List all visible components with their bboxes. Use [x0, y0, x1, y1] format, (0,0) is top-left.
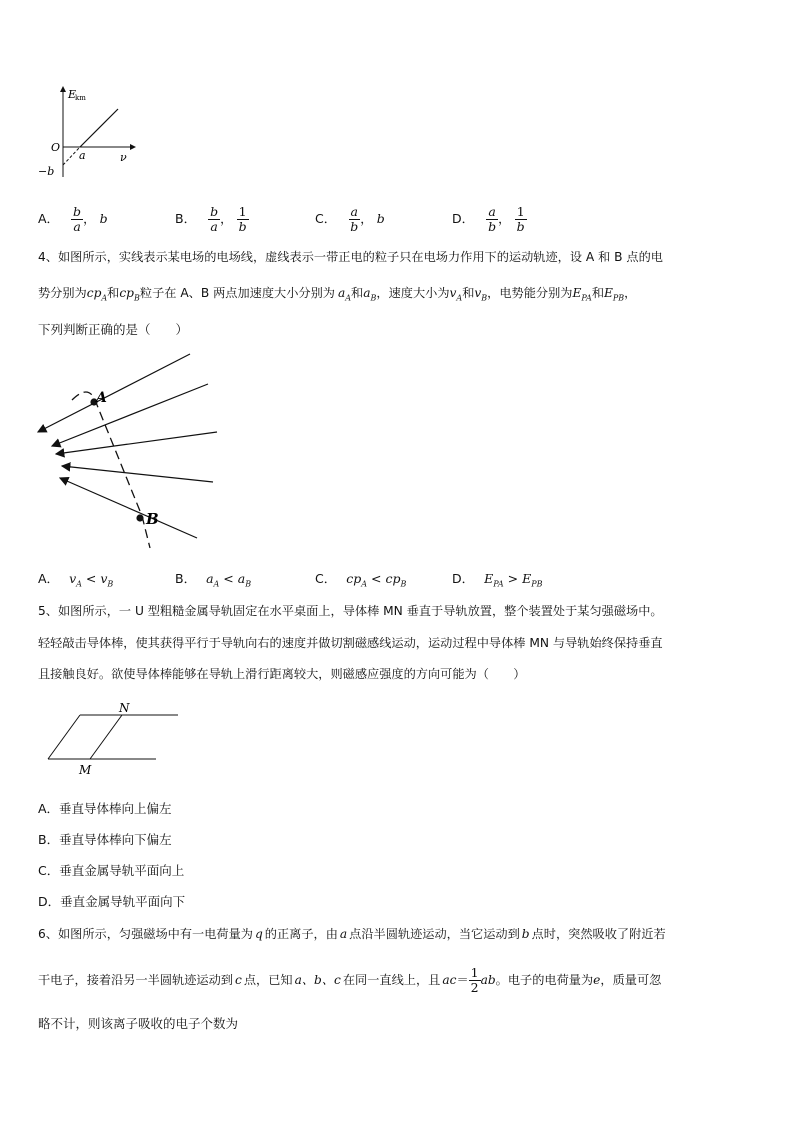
q5-stem-line3: 且接触良好。欲使导体棒能够在导轨上滑行距离较大，则磁感应强度的方向可能为（ ） [38, 667, 526, 681]
ekm-graph [30, 85, 150, 185]
rail-figure [40, 700, 190, 780]
field-line-1 [38, 354, 190, 432]
q5-stem-line1: 5、如图所示，一 U 型粗糙金属导轨固定在水平桌面上，导体棒 MN 垂直于导轨放置，整个装置处于某匀强磁场中。 [38, 604, 663, 618]
q4-option-a: A． $v_A < v_B$ [38, 571, 114, 589]
q4-option-b: B． $a_A < a_B$ [175, 571, 252, 589]
x-axis-label: ν [120, 151, 127, 164]
field-line-4 [62, 466, 213, 482]
q5-option-b: B．垂直导体棒向下偏左 [38, 832, 172, 847]
q4-stem-line3: 下列判断正确的是（ ） [38, 322, 189, 337]
q3-option-d: D． $\frac{a}{b}$ ， $\frac{1}{b}$ [452, 204, 525, 234]
intercept-b: −b [38, 165, 55, 178]
q5-option-a: A．垂直导体棒向上偏左 [38, 801, 172, 816]
y-axis-sub: km [75, 94, 86, 102]
rail-connector [48, 715, 80, 759]
q5-stem-line2: 轻轻敲击导体棒，使其获得平行于导轨向右的速度并做切割磁感线运动，运动过程中导体棒 MN 与导轨始终保持垂直 [38, 636, 663, 650]
particle-trajectory [72, 392, 150, 548]
q6-stem-line3: 略不计，则该离子吸收的电子个数为 [38, 1016, 239, 1031]
q6-stem-line1: 6、如图所示，匀强磁场中有一电荷量为 q 的正离子，由 a 点沿半圆轨迹运动，当它运动到 b 点时，突然吸收了附近若 [38, 927, 666, 941]
q5-option-c: C．垂直金属导轨平面向上 [38, 863, 185, 878]
q4-option-c: C． $cp_A < cp_B$ [315, 571, 407, 589]
q4-stem-line2: 势分别为$cp_A$和$cp_B$粒子在 A、B 两点加速度大小分别为 $a_A$和$a_B$，速度大小为$v_A$和$v_B$，电势能分别为$E_{PA}$和$E_{PB}$， [38, 286, 637, 303]
q3-option-b: B． $\frac{b}{a}$ ， $\frac{1}{b}$ [175, 204, 247, 234]
y-axis-label: E [68, 88, 77, 101]
label-m: M [79, 763, 92, 777]
electric-field-figure [30, 348, 230, 553]
ekm-line [80, 109, 118, 147]
point-b-label: B [146, 510, 159, 528]
q4-stem-line1: 4、如图所示，实线表示某电场的电场线，虚线表示一带正电的粒子只在电场力作用下的运动轨迹，设 A 和 B 点的电 [38, 250, 663, 264]
q4-option-d: D． $E_{PA} > E_{PB}$ [452, 571, 543, 589]
origin-label: O [51, 141, 61, 154]
q3-option-a: A． $\frac{b}{a}$ ， b [38, 204, 108, 234]
q3-option-c: C． $\frac{a}{b}$ ， b [315, 204, 385, 234]
point-b-dot [136, 514, 143, 521]
point-a-label: A [96, 390, 107, 406]
q6-stem-line2: 干电子，接着沿另一半圆轨迹运动到 c 点，已知 a、b、c 在同一直线上，且 ac ＝ $\frac{1}{2}$ ab 。电子的电荷量为 e ，质量可忽 [38, 965, 662, 995]
ekm-extension [63, 147, 80, 165]
field-line-5 [60, 478, 197, 538]
label-n: N [119, 701, 130, 715]
intercept-a: a [79, 149, 86, 162]
q5-option-d: D．垂直金属导轨平面向下 [38, 894, 186, 909]
conductor-rod-mn [90, 715, 122, 759]
